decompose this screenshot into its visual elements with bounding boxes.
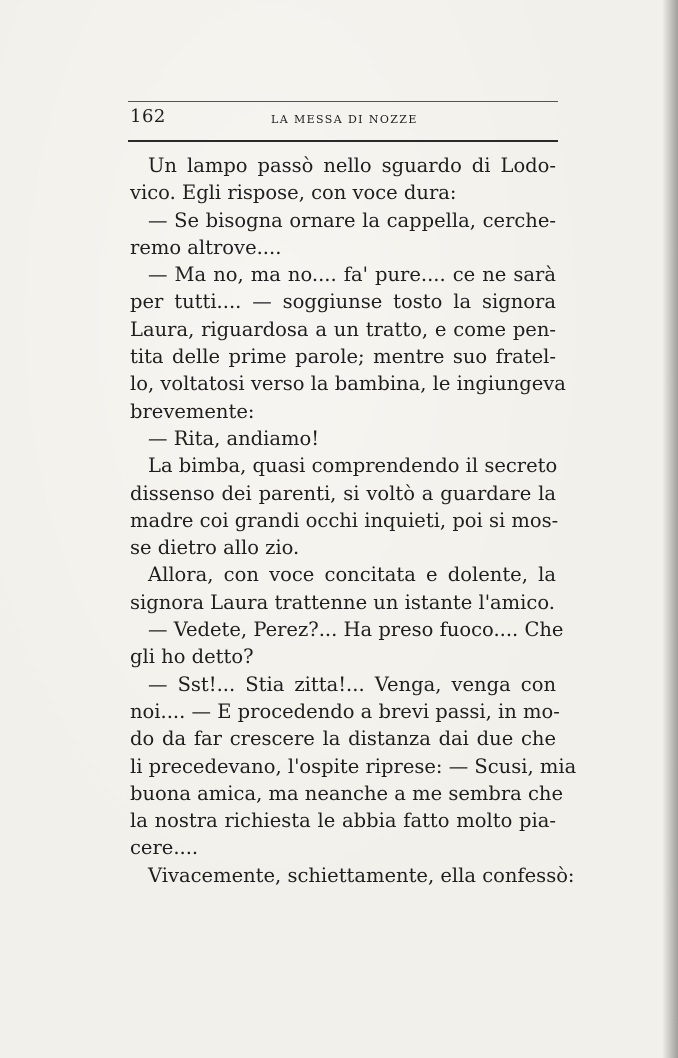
text-line: noi.... — E procedendo a brevi passi, in mo- bbox=[130, 699, 560, 723]
text-line: — Se bisogna ornare la cappella, cerche- bbox=[148, 208, 556, 232]
text-line: li precedevano, l'ospite riprese: — Scusi, mia bbox=[130, 754, 577, 778]
text-line: signora Laura trattenne un istante l'amico. bbox=[130, 590, 555, 614]
text-line: La bimba, quasi comprendendo il secreto bbox=[148, 454, 558, 478]
text-line: Laura, riguardosa a un tratto, e come pen- bbox=[130, 317, 556, 341]
text-line: gli ho detto? bbox=[130, 645, 254, 669]
text-line: vico. Egli rispose, con voce dura: bbox=[130, 181, 457, 205]
text-line: per tutti.... — soggiunse tosto la signora bbox=[130, 290, 556, 314]
text-line: Vivacemente, schiettamente, ella confessò: bbox=[148, 863, 575, 887]
text-line: — Rita, andiamo! bbox=[148, 426, 320, 450]
text-line: madre coi grandi occhi inquieti, poi si mos- bbox=[130, 508, 559, 532]
page-edge-shadow bbox=[662, 0, 678, 1058]
body-text bbox=[130, 152, 577, 889]
header-rule-bottom bbox=[128, 140, 558, 142]
text-line: — Sst!... Stia zitta!... Venga, venga con bbox=[148, 672, 556, 696]
text-line: — Vedete, Perez?... Ha preso fuoco.... Che bbox=[148, 618, 564, 642]
text-line: se dietro allo zio. bbox=[130, 536, 300, 560]
page-header bbox=[128, 101, 558, 141]
text-line: cere.... bbox=[130, 836, 199, 860]
text-line: Allora, con voce concitata e dolente, la bbox=[148, 563, 556, 587]
running-title: LA MESSA DI NOZZE bbox=[271, 113, 418, 126]
text-line: lo, voltatosi verso la bambina, le ingiungeva bbox=[130, 372, 566, 396]
text-line: la nostra richiesta le abbia fatto molto pia- bbox=[130, 809, 556, 833]
page-number: 162 bbox=[130, 106, 166, 127]
text-line: do da far crescere la distanza dai due che bbox=[130, 727, 556, 751]
text-line: brevemente: bbox=[130, 399, 255, 423]
text-line: — Ma no, ma no.... fa' pure.... ce ne sarà bbox=[148, 263, 556, 287]
header-rule-top bbox=[128, 101, 558, 102]
text-line: dissenso dei parenti, si voltò a guardare la bbox=[130, 481, 556, 505]
text-line: remo altrove.... bbox=[130, 235, 282, 259]
text-line: buona amica, ma neanche a me sembra che bbox=[130, 781, 564, 805]
text-line: Un lampo passò nello sguardo di Lodo- bbox=[148, 154, 556, 177]
text-line: tita delle prime parole; mentre suo fratel- bbox=[130, 345, 556, 369]
